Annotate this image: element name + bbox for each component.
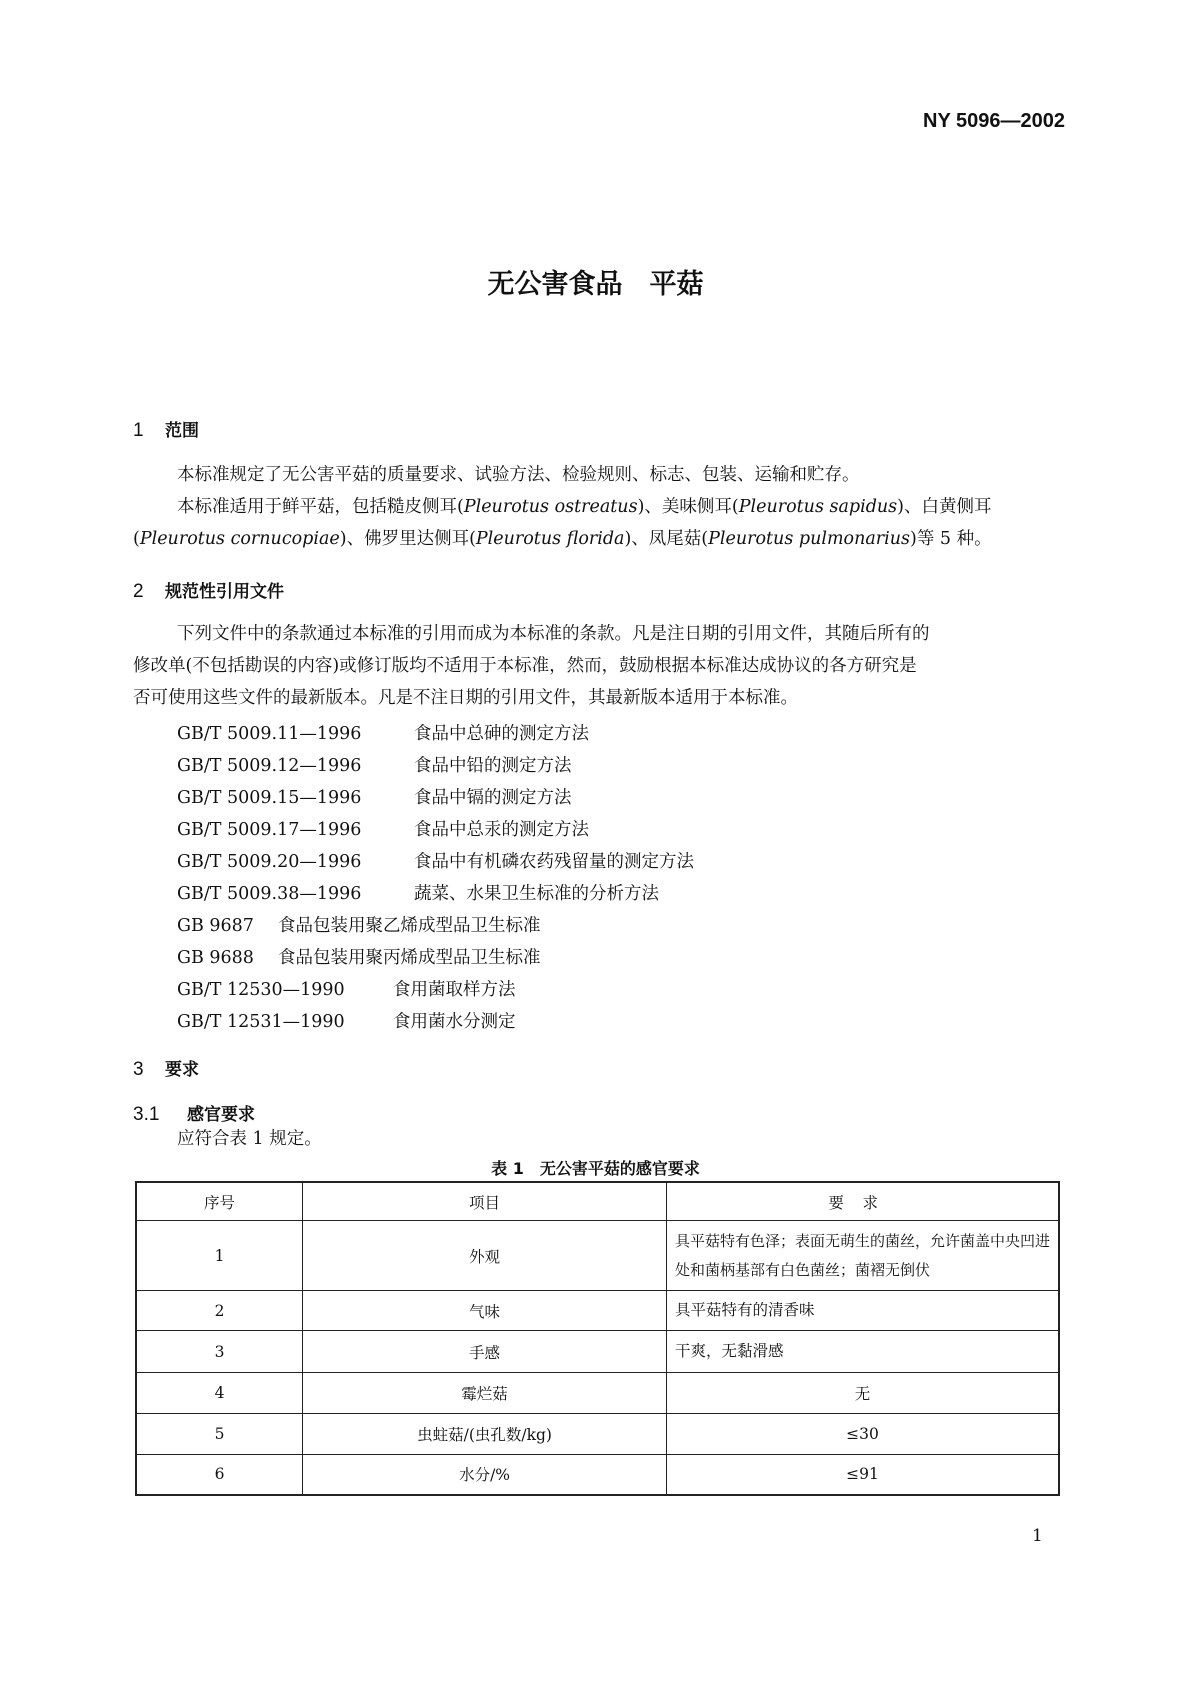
reference-code: GB/T 5009.12—1996: [177, 756, 362, 776]
species-name: Pleurotus sapidus: [738, 497, 898, 517]
cell-no: 6: [136, 1455, 303, 1495]
section-title: 规范性引用文件: [165, 582, 284, 602]
section-title: 感官要求: [187, 1105, 255, 1125]
table-row: [136, 1221, 1059, 1291]
reference-code: GB/T 12530—1990: [177, 980, 345, 1000]
section-1-paragraph-1: 本标准规定了无公害平菇的质量要求、试验方法、检验规则、标志、包装、运输和贮存。: [177, 465, 860, 485]
reference-title: 蔬菜、水果卫生标准的分析方法: [414, 884, 659, 904]
reference-item: [177, 720, 589, 745]
cell-item: 气味: [303, 1291, 667, 1331]
section-3-1-text: 应符合表 1 规定。: [177, 1129, 322, 1149]
page-number: 1: [1032, 1526, 1043, 1546]
reference-title: 食用菌水分测定: [393, 1012, 516, 1032]
table-row: [136, 1414, 1059, 1455]
section-1-paragraph-2-line-1: [177, 492, 991, 523]
species-name: Pleurotus ostreatus: [463, 497, 638, 517]
cell-no: 3: [136, 1331, 303, 1373]
table-header-row: [136, 1182, 1059, 1221]
section-2-heading: [133, 577, 284, 603]
table-row: [136, 1373, 1059, 1414]
cell-requirement: 干爽，无黏滑感: [666, 1331, 1059, 1373]
section-title: 要求: [165, 1060, 199, 1080]
section-number: 3: [133, 1059, 144, 1080]
header-no: 序号: [136, 1182, 303, 1221]
cell-no: 5: [136, 1414, 303, 1455]
reference-item: [177, 784, 572, 809]
species-name: Pleurotus florida: [475, 529, 625, 549]
cell-requirement: ≤91: [666, 1455, 1059, 1495]
requirement-line: 具平菇特有色泽；表面无萌生的菌丝，允许菌盖中央凹进: [674, 1231, 1050, 1250]
text: )等 5 种。: [910, 529, 992, 549]
header-item: 项目: [303, 1182, 667, 1221]
reference-item: [177, 976, 516, 1001]
cell-requirement: [666, 1221, 1059, 1291]
species-name: Pleurotus cornucopiae: [139, 529, 340, 549]
reference-code: GB/T 12531—1990: [177, 1012, 345, 1032]
section-2-paragraph-line-2: 修改单(不包括勘误的内容)或修订版均不适用于本标准，然而，鼓励根据本标准达成协议的各方研究是: [133, 656, 917, 676]
reference-title: 食品中有机磷农药残留量的测定方法: [414, 852, 694, 872]
cell-requirement: 无: [666, 1373, 1059, 1414]
section-1-heading: [133, 416, 199, 442]
text: )、白黄侧耳: [897, 497, 992, 517]
species-name: Pleurotus pulmonarius: [708, 529, 910, 549]
text: (: [133, 529, 140, 549]
reference-item: [177, 944, 541, 969]
text: )、美味侧耳(: [637, 497, 739, 517]
reference-title: 食品中总汞的测定方法: [414, 820, 589, 840]
table-row: [136, 1331, 1059, 1373]
reference-title: 食品包装用聚乙烯成型品卫生标准: [278, 916, 541, 936]
requirement-line: 处和菌柄基部有白色菌丝；菌褶无倒伏: [674, 1260, 930, 1279]
page-title: 无公害食品 平菇: [487, 269, 704, 300]
standard-code: NY 5096—2002: [923, 110, 1065, 132]
table-title: 无公害平菇的感官要求: [539, 1159, 700, 1178]
cell-item: 虫蛀菇/(虫孔数/kg): [303, 1414, 667, 1455]
table-number: 表 1: [491, 1159, 524, 1178]
cell-item: 手感: [303, 1331, 667, 1373]
text: )、凤尾菇(: [624, 529, 709, 549]
cell-no: 1: [136, 1221, 303, 1291]
section-1-paragraph-2-line-2: [133, 524, 992, 555]
reference-title: 食品中总砷的测定方法: [414, 724, 589, 744]
text: 本标准适用于鲜平菇，包括糙皮侧耳(: [177, 497, 464, 517]
reference-item: [177, 880, 659, 905]
reference-item: [177, 912, 541, 937]
cell-item: 霉烂菇: [303, 1373, 667, 1414]
cell-no: 2: [136, 1291, 303, 1331]
reference-code: GB/T 5009.11—1996: [177, 724, 362, 744]
reference-title: 食用菌取样方法: [393, 980, 516, 1000]
section-2-paragraph-line-3: 否可使用这些文件的最新版本。凡是不注日期的引用文件，其最新版本适用于本标准。: [133, 688, 798, 708]
reference-item: [177, 848, 694, 873]
cell-item: 外观: [303, 1221, 667, 1291]
section-2-paragraph-line-1: 下列文件中的条款通过本标准的引用而成为本标准的条款。凡是注日期的引用文件，其随后所有的: [177, 624, 930, 644]
header-requirement: 要求: [666, 1182, 1059, 1221]
reference-title: 食品中镉的测定方法: [414, 788, 572, 808]
reference-title: 食品包装用聚丙烯成型品卫生标准: [278, 948, 541, 968]
cell-no: 4: [136, 1373, 303, 1414]
sensory-requirements-table: [135, 1181, 1060, 1496]
reference-code: GB 9688: [177, 948, 254, 968]
cell-requirement: 具平菇特有的清香味: [666, 1291, 1059, 1331]
reference-title: 食品中铅的测定方法: [414, 756, 572, 776]
reference-code: GB/T 5009.20—1996: [177, 852, 362, 872]
section-title: 范围: [165, 421, 199, 441]
reference-code: GB/T 5009.15—1996: [177, 788, 362, 808]
reference-item: [177, 752, 572, 777]
reference-code: GB/T 5009.38—1996: [177, 884, 362, 904]
text: )、佛罗里达侧耳(: [339, 529, 476, 549]
cell-requirement: ≤30: [666, 1414, 1059, 1455]
reference-item: [177, 1008, 516, 1033]
section-number: 2: [133, 581, 144, 602]
cell-item: 水分/%: [303, 1455, 667, 1495]
section-number: 1: [133, 420, 144, 441]
table-1-caption: [0, 1156, 1191, 1179]
table-row: [136, 1291, 1059, 1331]
reference-code: GB/T 5009.17—1996: [177, 820, 362, 840]
section-3-heading: [133, 1055, 199, 1081]
section-3-1-heading: [133, 1100, 255, 1126]
table-row: [136, 1455, 1059, 1495]
reference-code: GB 9687: [177, 916, 254, 936]
reference-item: [177, 816, 589, 841]
section-number: 3.1: [133, 1104, 160, 1125]
